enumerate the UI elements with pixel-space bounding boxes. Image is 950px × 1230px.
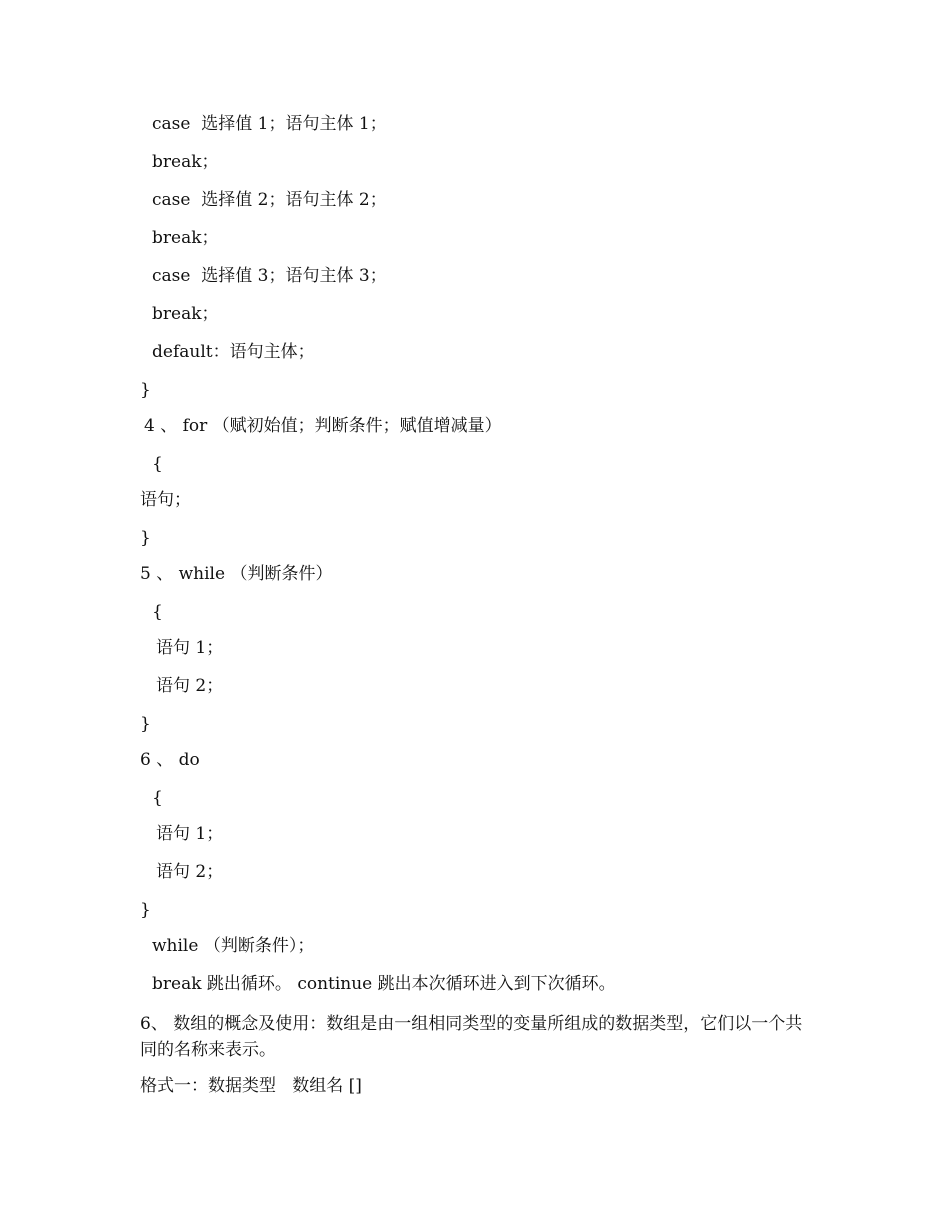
code-line-break-2: break； [152,228,219,248]
code-line-statement-2: 语句 2； [156,862,224,882]
code-line-case-1: case 选择值 1；语句主体 1； [152,114,387,134]
do-heading: 6 、 do [140,750,200,770]
while-heading: 5 、 while （判断条件） [140,564,333,584]
array-concept-paragraph: 6、 数组的概念及使用：数组是由一组相同类型的变量所组成的数据类型，它们以一个共同的名称来表示。 [140,1014,803,1060]
code-line-case-3: case 选择值 3；语句主体 3； [152,266,387,286]
break-continue-note: break 跳出循环。 continue 跳出本次循环进入到下次循环。 [152,974,616,994]
code-line-break-3: break； [152,304,219,324]
code-line-default: default：语句主体； [152,342,315,362]
code-line-statement-2: 语句 2； [156,676,224,696]
code-line-case-2: case 选择值 2；语句主体 2； [152,190,387,210]
code-line-close-brace: } [140,380,151,400]
code-line-open-brace: { [152,788,163,808]
code-line-open-brace: { [152,602,163,622]
code-line-break-1: break； [152,152,219,172]
code-line-statement: 语句； [140,490,191,510]
code-line-close-brace: } [140,714,151,734]
for-heading: 4 、 for （赋初始值；判断条件；赋值增减量） [144,416,502,436]
code-line-open-brace: { [152,454,163,474]
code-line-close-brace: } [140,900,151,920]
array-format-line: 格式一：数据类型 数组名 [] [140,1076,362,1096]
code-line-while-condition: while （判断条件）； [152,936,315,956]
code-line-statement-1: 语句 1； [156,638,224,658]
code-line-statement-1: 语句 1； [156,824,224,844]
code-line-close-brace: } [140,528,151,548]
